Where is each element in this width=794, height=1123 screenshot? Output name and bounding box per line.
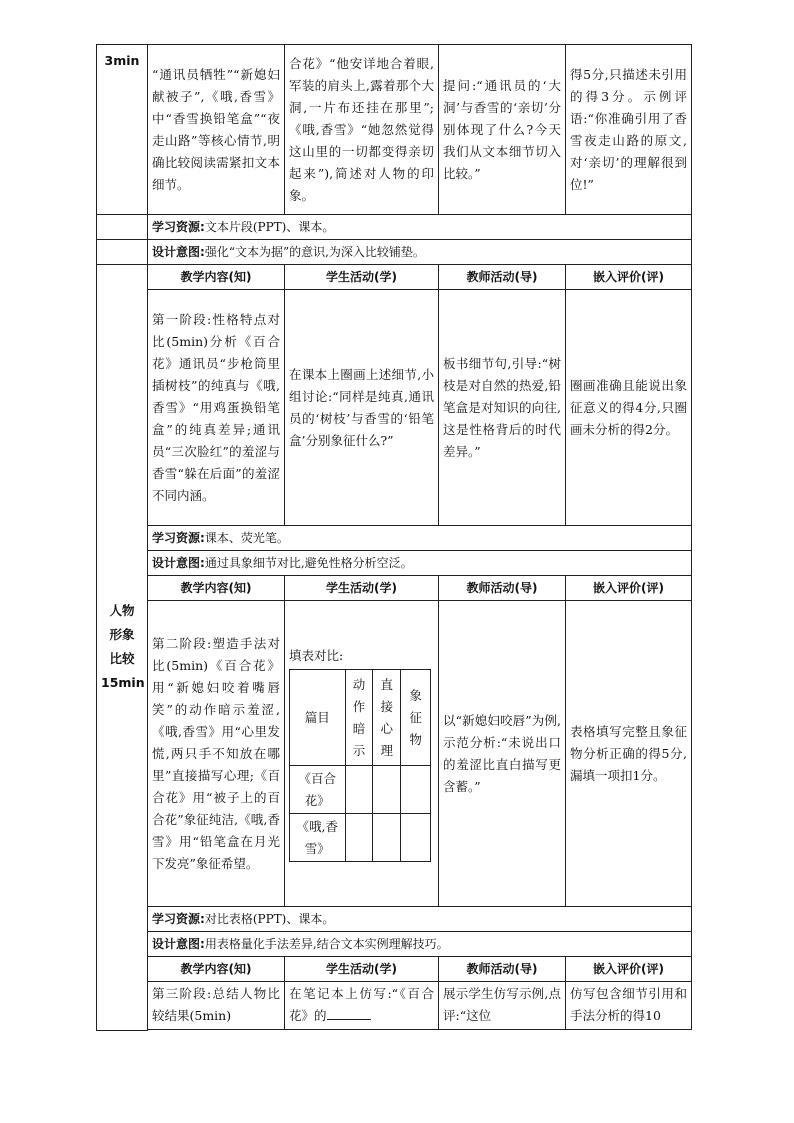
intro-row: [97, 45, 692, 215]
stage3-row: [97, 982, 692, 1030]
section-title-line: 形象: [109, 627, 135, 643]
section-title-line: 比较: [109, 651, 135, 667]
fill-blank[interactable]: [327, 1005, 371, 1020]
stage1-resource-row: [97, 526, 692, 551]
header-student: 学生活动(学): [285, 957, 439, 982]
intro-student-activity: 合花》“他安详地合着眼,军装的肩头上,露着那个大洞,一片布还挂在那里”;《哦,香雪》“她忽然觉得这山里的一切都变得亲切起来”),简述对人物的印象。: [285, 45, 439, 215]
header-teacher: 教师活动(导): [439, 576, 566, 601]
lesson-plan-page: [96, 44, 691, 1031]
comparison-fill-table: [289, 669, 431, 862]
intro-evaluation: 得5分,只描述未引用的得3分。示例评语:“你准确引用了香雪夜走山路的原文,对‘亲切’的理解很到位!”: [566, 45, 692, 215]
fill-table-cell[interactable]: [401, 766, 431, 814]
stage1-row: [97, 290, 692, 526]
header-student: 学生活动(学): [285, 265, 439, 290]
stage1-content: 第一阶段:性格特点对比(5min)分析《百合花》通讯员“步枪筒里插树枝”的纯真与《哦,香雪》“用鸡蛋换铅笔盒”的纯真差异;通讯员“三次脸红”的羞涩与香雪“躲在后面”的羞涩不同内涵。: [148, 290, 285, 526]
header-teacher: 教师活动(导): [439, 265, 566, 290]
header-student: 学生活动(学): [285, 576, 439, 601]
fill-table-cell[interactable]: [401, 814, 431, 862]
fill-table-row-title: 《哦,香雪》: [290, 814, 346, 862]
header-content: 教学内容(知): [148, 265, 285, 290]
fill-table-cell[interactable]: [345, 814, 373, 862]
fill-table-head-symbol: 象征物: [401, 670, 431, 766]
fill-table-row: [290, 766, 431, 814]
header-eval: 嵌入评价(评): [566, 265, 692, 290]
intro-resource-row: [97, 215, 692, 240]
stage2-intent: 设计意图:用表格量化手法差异,结合文本实例理解技巧。: [148, 932, 692, 957]
fill-table-row: [290, 814, 431, 862]
header-teacher: 教师活动(导): [439, 957, 566, 982]
stage1-intent-row: [97, 551, 692, 576]
header-content: 教学内容(知): [148, 957, 285, 982]
fill-table-intro: 填表对比:: [289, 648, 344, 663]
intro-intent-row: [97, 240, 692, 265]
stage1-teacher-activity: 板书细节句,引导:“树枝是对自然的热爱,铅笔盒是对知识的向往,这是性格背后的时代差异。”: [439, 290, 566, 526]
fill-table-head-psych: 直接心理: [373, 670, 401, 766]
stage2-intent-row: [97, 932, 692, 957]
fill-table-head-title: 篇目: [290, 670, 346, 766]
fill-table-head-action: 动作暗示: [345, 670, 373, 766]
header-eval: 嵌入评价(评): [566, 957, 692, 982]
stage1-evaluation: 圈画准确且能说出象征意义的得4分,只圈画未分析的得2分。: [566, 290, 692, 526]
section-title-line: 15min: [101, 675, 145, 691]
stage1-intent: 设计意图:通过具象细节对比,避免性格分析空泛。: [148, 551, 692, 576]
stage1-resource: 学习资源:课本、荧光笔。: [148, 526, 692, 551]
stage2-content: 第二阶段:塑造手法对比(5min)《百合花》用“新媳妇咬着嘴唇笑”的动作暗示羞涩,《哦,香雪》用“心里发慌,两只手不知放在哪里”直接描写心理;《百合花》用“被子上的百合花”象征纯洁,《哦,香雪》用“铅笔盒在月光下发亮”象征希望。: [148, 601, 285, 907]
fill-table-cell[interactable]: [345, 766, 373, 814]
stage2-evaluation: 表格填写完整且象征物分析正确的得5分,漏填一项扣1分。: [566, 601, 692, 907]
intro-resource: 学习资源:文本片段(PPT)、课本。: [148, 215, 692, 240]
header-eval: 嵌入评价(评): [566, 576, 692, 601]
stage3-evaluation: 仿写包含细节引用和手法分析的得10: [566, 982, 692, 1030]
lesson-plan-table: [96, 44, 692, 1031]
stage3-header-row: [97, 957, 692, 982]
stage2-teacher-activity: 以“新媳妇咬唇”为例,示范分析:“未说出口的羞涩比直白描写更含蓄。”: [439, 601, 566, 907]
stage2-resource: 学习资源:对比表格(PPT)、课本。: [148, 907, 692, 932]
stage3-content: 第三阶段:总结人物比较结果(5min): [148, 982, 285, 1030]
fill-table-header: [290, 670, 431, 766]
intro-time: 3min: [97, 45, 148, 215]
fill-table-row-title: 《百合花》: [290, 766, 346, 814]
section-title-cell: [97, 265, 148, 1031]
stage1-header-row: [97, 265, 692, 290]
stage3-student-activity: 在笔记本上仿写:“《百合花》的: [285, 982, 439, 1030]
fill-table-cell[interactable]: [373, 766, 401, 814]
stage2-header-row: [97, 576, 692, 601]
stage2-row: [97, 601, 692, 907]
stage1-student-activity: 在课本上圈画上述细节,小组讨论:“同样是纯真,通讯员的‘树枝’与香雪的‘铅笔盒’分别象征什么?”: [285, 290, 439, 526]
stage3-teacher-activity: 展示学生仿写示例,点评:“这位: [439, 982, 566, 1030]
intro-content: “通讯员牺牲”“新媳妇献被子”,《哦,香雪》中“香雪换铅笔盒”“夜走山路”等核心情节,明确比较阅读需紧扣文本细节。: [148, 45, 285, 215]
intro-teacher-activity: 提问:“通讯员的‘大洞’与香雪的‘亲切’分别体现了什么?今天我们从文本细节切入比较。”: [439, 45, 566, 215]
section-title-line: 人物: [109, 603, 135, 619]
header-content: 教学内容(知): [148, 576, 285, 601]
stage2-resource-row: [97, 907, 692, 932]
fill-table-cell[interactable]: [373, 814, 401, 862]
intro-intent: 设计意图:强化“文本为据”的意识,为深入比较铺垫。: [148, 240, 692, 265]
stage2-student-activity: [285, 601, 439, 907]
